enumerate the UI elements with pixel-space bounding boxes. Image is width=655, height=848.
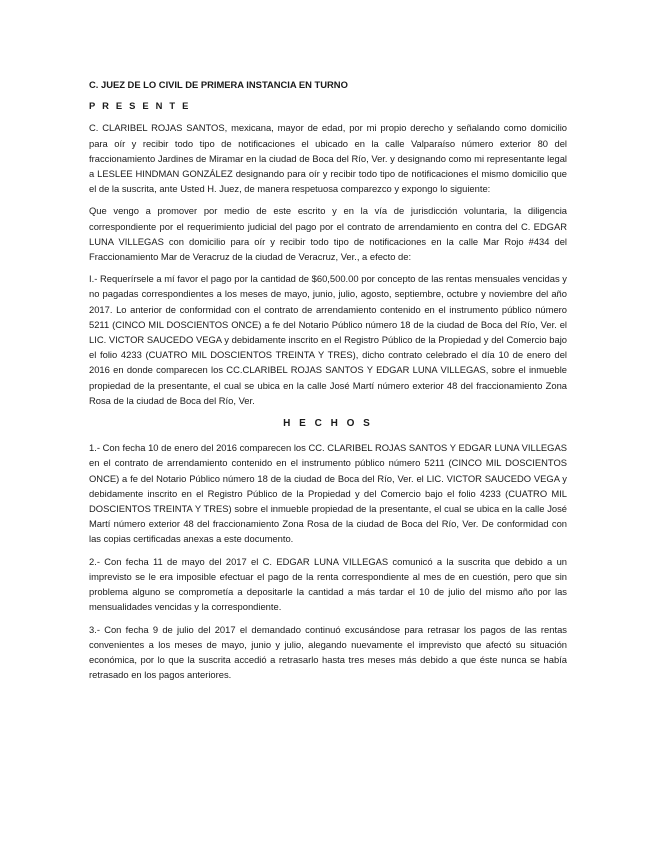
- intro-paragraph-claim: I.- Requerírsele a mí favor el pago por la cantidad de $60,500.00 por concepto de las rentas mensuales vencidas y no pagadas correspondientes a los meses de mayo, junio, julio, agosto, septiembre, octubre y noviembre del año 2017. Lo anterior de conformidad con el contrato de arrendamiento contenido en el instrumento público número 5211 (CINCO MIL DOSCIENTOS ONCE) a fe del Notario Público número 18 de la ciudad de Boca del Río, Ver. el LIC. VICTOR SAUCEDO VEGA y debidamente inscrito en el Registro Público de la Propiedad y del Comercio bajo el folio 4233 (CUATRO MIL DOSCIENTOS TREINTA Y TRES), dicho contrato celebrado el día 10 de enero del 2016 en donde comparecen los CC.CLARIBEL ROJAS SANTOS Y EDGAR LUNA VILLEGAS, sobre el inmueble propiedad de la presentante, el cual se ubica en la calle José Martí número exterior 48 del fraccionamiento Zona Rosa de la ciudad de Boca del Río, Ver.: [89, 273, 567, 406]
- document-body: [89, 77, 567, 689]
- hechos-paragraph-3: 3.- Con fecha 9 de julio del 2017 el demandado continuó excusándose para retrasar los pagos de las rentas convenientes a los meses de mayo, junio y julio, alegando nuevamente el imprevisto que afectó su situación económica, por lo que la suscrita accedió a retrasarlo hasta tres meses más debido a que éste nunca se había retrasado en los pagos anteriores.: [89, 623, 567, 681]
- presente-heading: P R E S E N T E: [89, 100, 191, 112]
- hechos-paragraph-1: 1.- Con fecha 10 de enero del 2016 comparecen los CC. CLARIBEL ROJAS SANTOS Y EDGAR LUNA VILLEGAS en el contrato de arrendamiento contenido en el instrumento público número 5211 (CINCO MIL DOSCIENTOS ONCE) a fe del Notario Público número 18 de la ciudad de Boca del Río, Ver. el LIC. VICTOR SAUCEDO VEGA y debidamente inscrito en el Registro Público de la Propiedad y del Comercio bajo el folio 4233 (CUATRO MIL DOSCIENTOS TREINTA Y TRES) sobre el inmueble propiedad de la presentante, el cual se ubica en la calle José Martí número exterior 48 del fraccionamiento Zona Rosa de la ciudad de Boca del Río, Ver. De conformidad con las copias certificadas anexas a este documento.: [89, 442, 567, 545]
- hechos-paragraph-2: 2.- Con fecha 11 de mayo del 2017 el C. EDGAR LUNA VILLEGAS comunicó a la suscrita que debido a un imprevisto se le era imposible efectuar el pago de la renta correspondiente al mes de en cuestión, pero que sin problema alguno se comprometía a depositarle la cantidad a más tardar el 10 de julio del mismo año por las mensualidades vencidas y la correspondiente.: [89, 555, 567, 613]
- hechos-heading: H E C H O S: [283, 418, 373, 430]
- addressee-heading: C. JUEZ DE LO CIVIL DE PRIMERA INSTANCIA EN TURNO: [89, 79, 348, 90]
- intro-paragraph-identification: C. CLARIBEL ROJAS SANTOS, mexicana, mayor de edad, por mi propio derecho y señalando como domicilio para oír y recibir todo tipo de notificaciones el ubicado en la calle Valparaíso número exterior 80 del fraccionamiento Jardines de Miramar en la ciudad de Boca del Río, Ver. y designando como mi representante legal a LESLEE HINDMAN GONZÁLEZ designando para oír y recibir todo tipo de notificaciones el mismo domicilio que el de la suscrita, ante Usted H. Juez, de manera respetuosa comparezco y expongo lo siguiente:: [89, 122, 567, 195]
- intro-paragraph-request: Que vengo a promover por medio de este escrito y en la vía de jurisdicción voluntaria, la diligencia correspondiente por el requerimiento judicial del pago por el contrato de arrendamiento en contra del C. EDGAR LUNA VILLEGAS con domicilio para oír y recibir todo tipo de notificaciones en la calle Mar Rojo #434 del Fraccionamiento Mar de Veracruz de la ciudad de Veracruz, Ver., a efecto de:: [89, 205, 567, 263]
